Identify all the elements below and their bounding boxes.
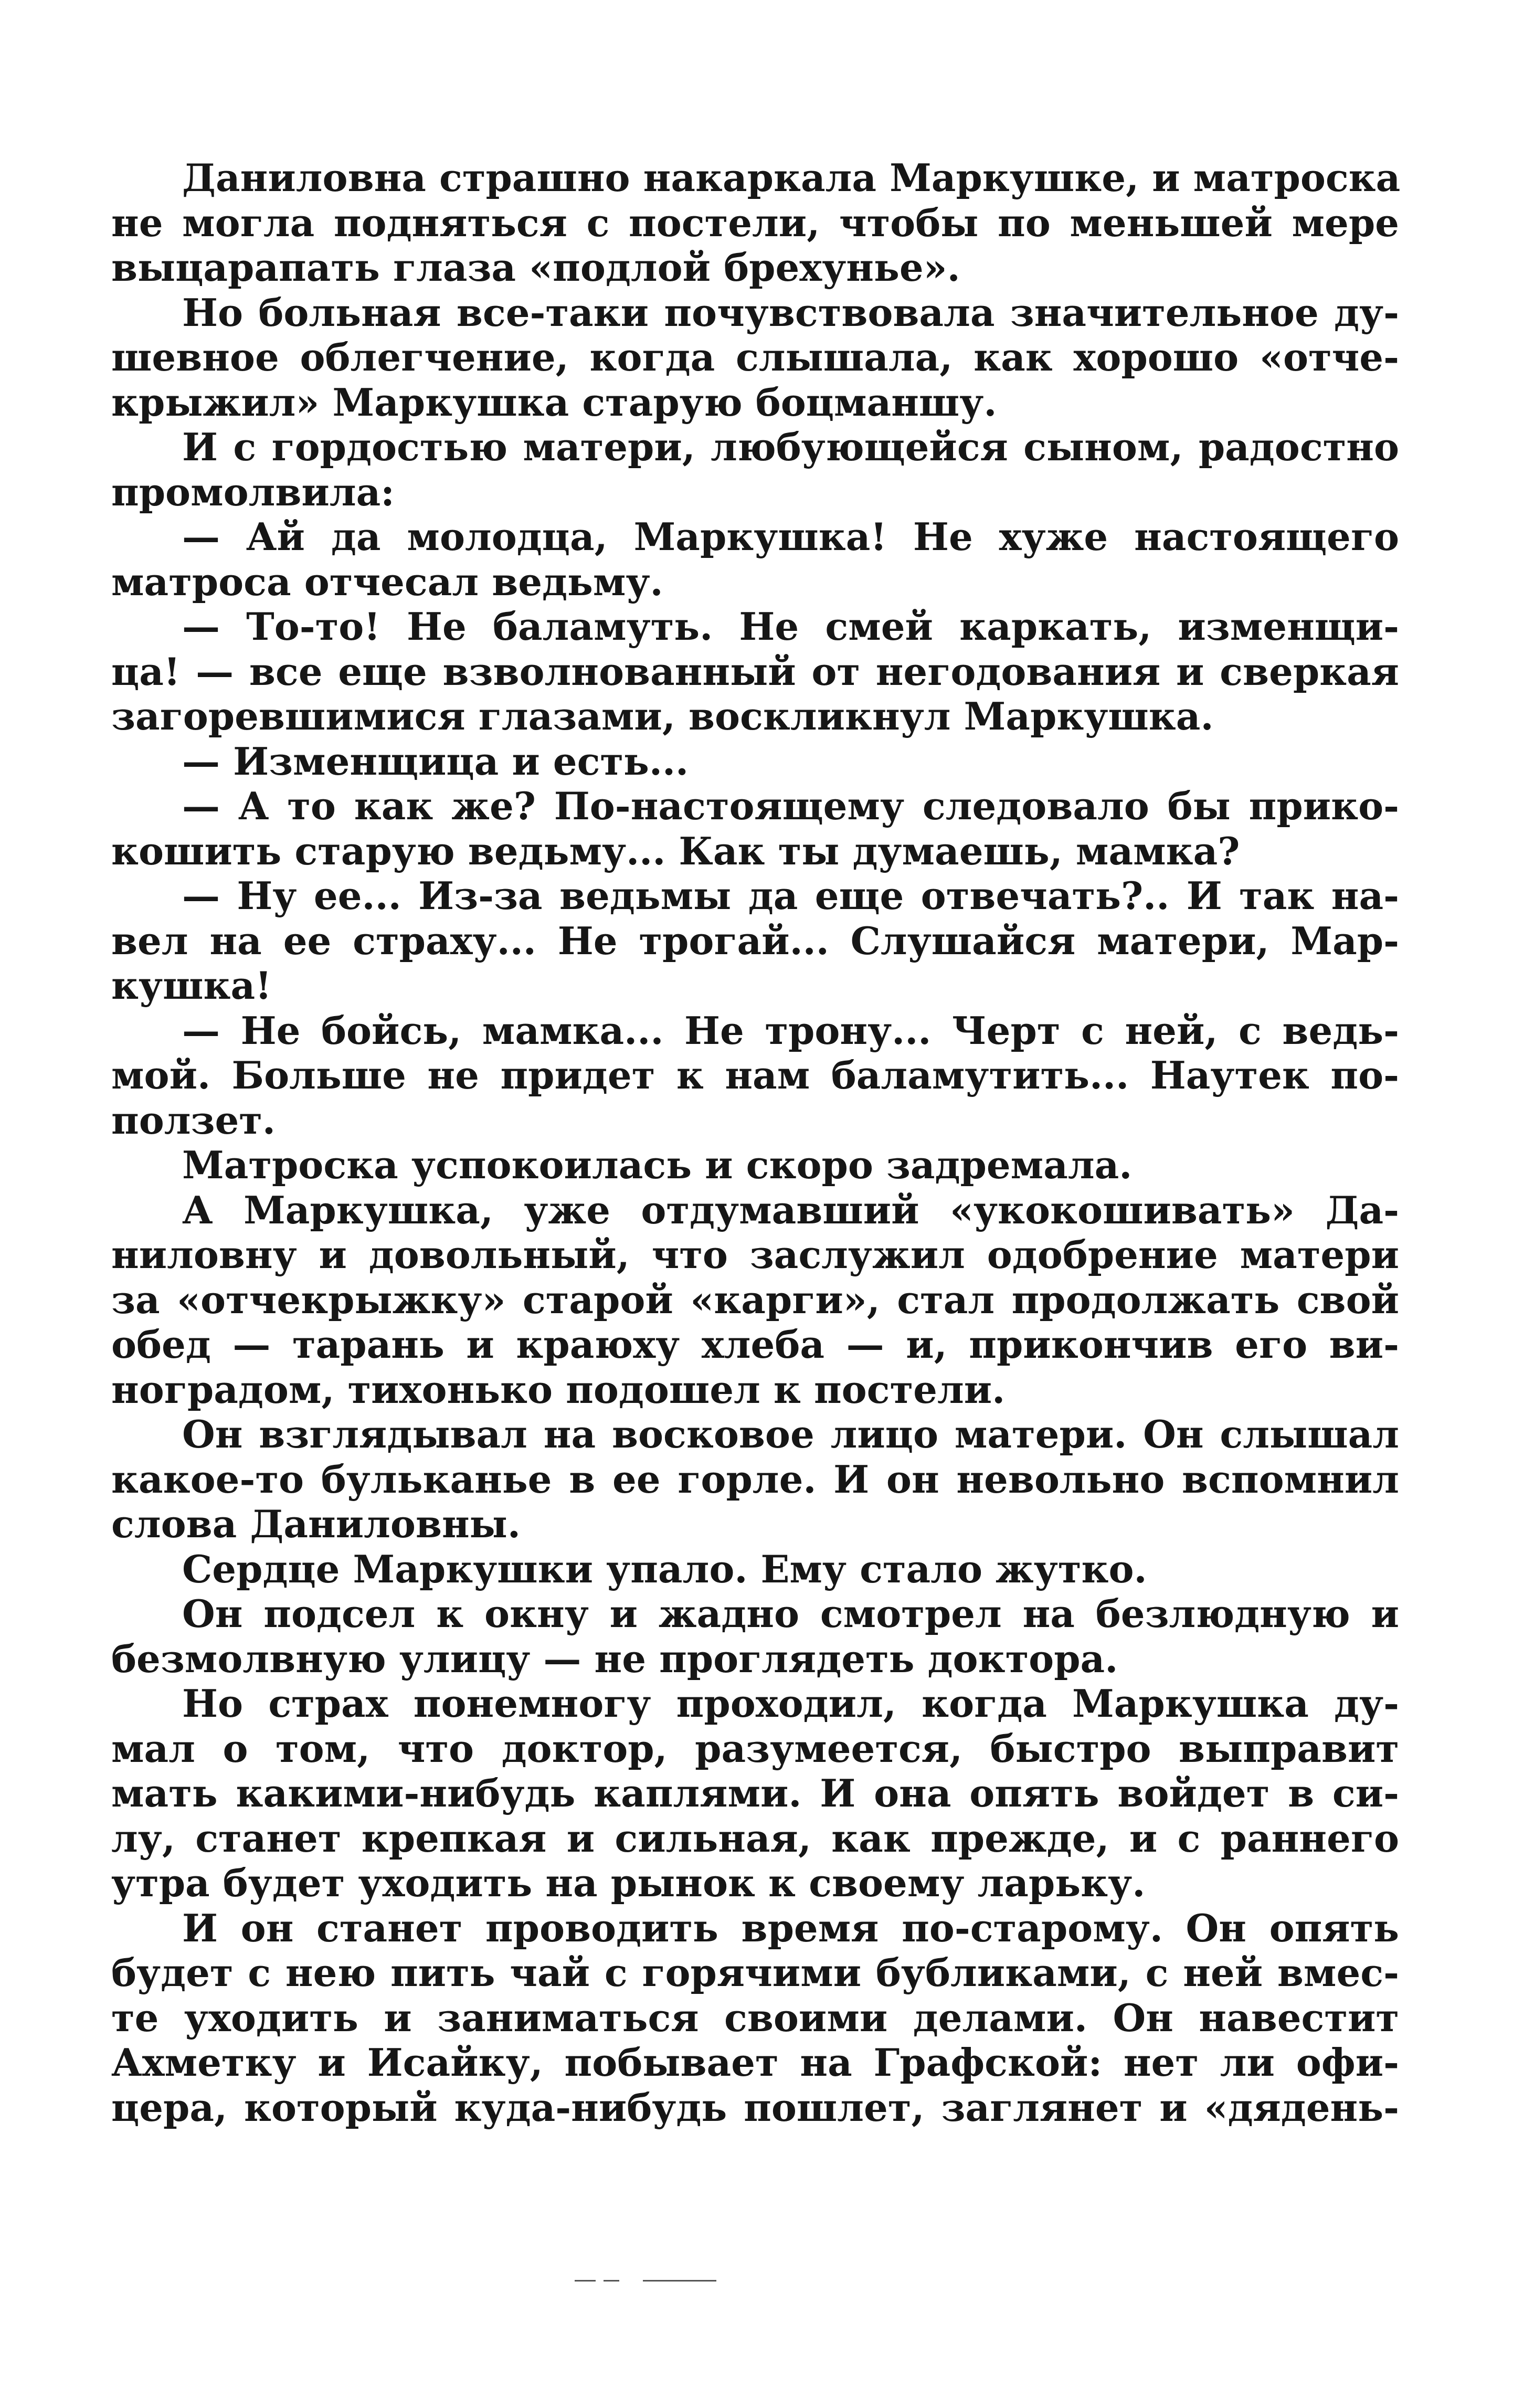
text-line: ца! — все еще взволнованный от негодования и сверкая bbox=[111, 649, 1399, 694]
text-line: И он станет проводить время по-старому. Он опять bbox=[182, 1905, 1399, 1950]
text-line: кошить старую ведьму... Как ты думаешь, мамка? bbox=[111, 828, 1240, 873]
text-line: матроса отчесал ведьму. bbox=[111, 559, 663, 604]
text-line: будет с нею пить чай с горячими бубликами, с ней вмес- bbox=[111, 1950, 1399, 1995]
text-line: ноградом, тихонько подошел к постели. bbox=[111, 1367, 1006, 1412]
text-line: мать какими-нибудь каплями. И она опять войдет в си- bbox=[111, 1771, 1399, 1815]
text-line: шевное облегчение, когда слышала, как хорошо «отче- bbox=[111, 335, 1399, 379]
text-line: — Не бойсь, мамка... Не трону... Черт с ней, с ведь- bbox=[182, 1008, 1399, 1053]
text-line: Ахметку и Исайку, побывает на Графской: нет ли офи- bbox=[111, 2040, 1399, 2085]
text-line: не могла подняться с постели, чтобы по меньшей мере bbox=[111, 200, 1399, 245]
text-line: Сердце Маркушки упало. Ему стало жутко. bbox=[182, 1546, 1147, 1591]
text-line: какое-то бульканье в ее горле. И он невольно вспомнил bbox=[111, 1456, 1399, 1502]
text-line: Даниловна страшно накаркала Маркушке, и матроска bbox=[182, 155, 1401, 200]
text-line: безмолвную улицу — не проглядеть доктора. bbox=[111, 1636, 1118, 1681]
text-line: цера, который куда-нибудь пошлет, заглянет и «дядень- bbox=[111, 2085, 1399, 2130]
text-line: Но больная все-таки почувствовала значительное ду- bbox=[182, 290, 1399, 335]
text-line: Он подсел к окну и жадно смотрел на безлюдную и bbox=[182, 1591, 1399, 1636]
text-line: мал о том, что доктор, разумеется, быстро выправит bbox=[111, 1726, 1399, 1771]
text-line: кушка! bbox=[111, 963, 272, 1008]
text-line: — А то как же? По-настоящему следовало бы прико- bbox=[182, 784, 1399, 828]
text-line: промолвила: bbox=[111, 469, 395, 514]
text-line: лу, станет крепкая и сильная, как прежде, и с раннего bbox=[111, 1815, 1399, 1861]
text-line: загоревшимися глазами, воскликнул Маркушка. bbox=[111, 694, 1214, 738]
text-line: Матроска успокоилась и скоро задремала. bbox=[182, 1143, 1133, 1187]
text-line: те уходить и заниматься своими делами. Он навестит bbox=[111, 1995, 1399, 2040]
text-line: Но страх понемногу проходил, когда Маркушка ду- bbox=[182, 1681, 1399, 1726]
text-line: — Ну ее... Из-за ведьмы да еще отвечать?.. И так на- bbox=[182, 873, 1399, 918]
page-text bbox=[111, 155, 1399, 2130]
text-line: — Ай да молодца, Маркушка! Не хуже настоящего bbox=[182, 514, 1399, 559]
text-line: обед — тарань и краюху хлеба — и, прикончив его ви- bbox=[111, 1322, 1399, 1367]
text-line: слова Даниловны. bbox=[111, 1502, 521, 1546]
text-line: вел на ее страху... Не трогай... Слушайся матери, Мар- bbox=[111, 918, 1399, 963]
text-line: Он взглядывал на восковое лицо матери. Он слышал bbox=[182, 1412, 1399, 1456]
text-line: выцарапать глаза «подлой брехунье». bbox=[111, 245, 960, 290]
text-line: А Маркушка, уже отдумавший «укокошивать» Да- bbox=[182, 1187, 1399, 1232]
page-footer-smudge bbox=[575, 2278, 716, 2285]
text-line: мой. Больше не придет к нам баламутить... Наутек по- bbox=[111, 1053, 1399, 1097]
text-line: И с гордостью матери, любующейся сыном, радостно bbox=[182, 425, 1399, 469]
text-line: — Изменщица и есть... bbox=[182, 738, 689, 784]
text-line: крыжил» Маркушка старую боцманшу. bbox=[111, 379, 997, 425]
text-line: ползет. bbox=[111, 1097, 276, 1143]
text-line: утра будет уходить на рынок к своему ларьку. bbox=[111, 1861, 1146, 1905]
text-line: ниловну и довольный, что заслужил одобрение матери bbox=[111, 1232, 1399, 1277]
text-line: за «отчекрыжку» старой «карги», стал продолжать свой bbox=[111, 1277, 1399, 1322]
text-line: — То-то! Не баламуть. Не смей каркать, изменщи- bbox=[182, 604, 1399, 649]
